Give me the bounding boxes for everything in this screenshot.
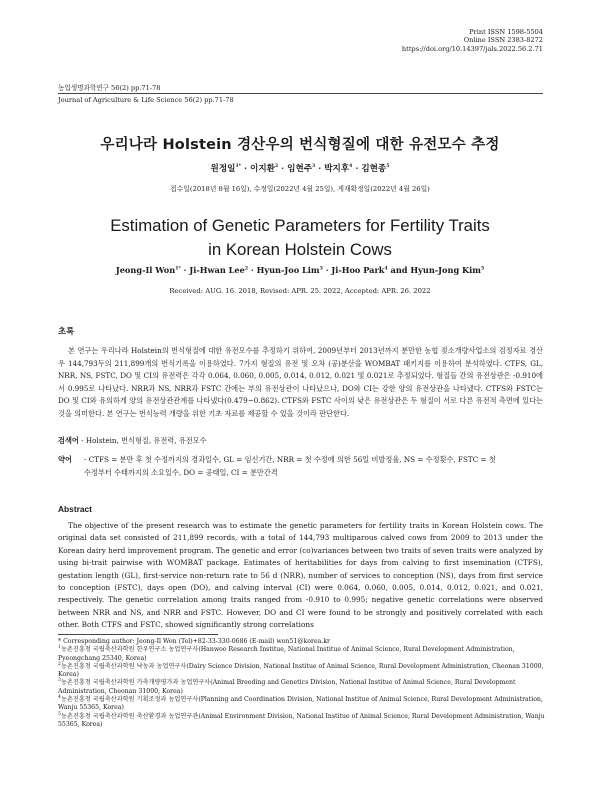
- footnote-text: 농촌진흥청 국립축산과학원 한우연구소 농업연구사(Hanwoo Research Institue, National Institue of Animal Science, Rural Development Administration, Pyeongchang 25340, Korea): [58, 646, 515, 662]
- author-affiliation-mark: 5: [480, 266, 485, 272]
- paper-title-kr: 우리나라 Holstein 경산우의 번식형질에 대한 유전모수 추정: [100, 137, 500, 153]
- footnote-mark: 2: [58, 661, 61, 667]
- author-name: 원정일: [210, 164, 236, 174]
- online-issn: Online ISSN 2383-8272: [463, 36, 543, 45]
- author-affiliation-mark: 3: [312, 164, 316, 170]
- abstract-en-heading: Abstract: [58, 504, 92, 514]
- abstract-kr-body: 본 연구는 우리나라 Holstein의 번식형질에 대한 유전모수를 추정하기 위하여, 2009년부터 2013년까지 분만한 농협 젖소개량사업소의 검정자료 경산우 144,793두의 211,899개의 번식기록을 이용하였다. 7가지 형질의 유전 및 오차 (공)분산을 WOMBAT 패키지를 이용하여 분석하였다. CTFS, GL, NRR, NS, FSTC, DO 및 CI의 유전력은 각각 0.064, 0.060, 0.005, 0.014, 0.012, 0.021 및 0.021로 추정되었다. 형질들 간의 유전상관은 -0.910에서 0.995로 나타났다. NRR과 NS, NRR과 FSTC 간에는 부의 유전상관이 나타났으나, DO와 CI는 강한 양의 유전상관을 나타냈다. CTFS와 FSTC는 DO 및 CI와 유의하게 양의 유전상관관계를 나타냈다(0.479~0.862). CTFS와 FSTC 사이의 낮은 유전상관은 두 형질이 서로 다른 유전적 측면에 있다는 것을 의미한다. 본 연구는 번식능력 개량을 위한 기초 자료를 제공할 수 있을 것이라 판단한다.: [58, 346, 543, 418]
- author-list-en: Jeong-Il Won$^{1*}$ · Ji-Hwan Lee$^2$ · Hyun-Joo Lim$^3$ · Ji-Hoo Park$^4$ and Hyun-Jong Kim$^5$: [115, 265, 485, 275]
- submission-dates-en: Received: AUG. 16. 2018, Revised: APR. 25. 2022, Accepted: APR. 26. 2022: [169, 287, 431, 295]
- abstract-en-body: The objective of the present research was to estimate the genetic parameters for fertility traits in Korean Holstein cows. The original data set consisted of 211,899 records, with a total of 144,793 multiparous calved cows from 2009 to 2013 under the Korean dairy herd improvement program. The genetic and error (co)variances between two traits of seven traits were analyzed by using bi-trait pairwise with WOMBAT package. Estimates of heritabilities for days from calving to first insemination (CTFS), gestation length (GL), first-service non-return rate to 56 d (NRR), number of services to conception (NS), days from first service to conception (FSTC), days open (DO), and calving interval (CI) were 0.064, 0.060, 0.005, 0.014, 0.012, 0.021, and 0.021, respectively. The genetic correlation among traits ranged from -0.910 to 0.995; negative genetic correlations were observed between NRR and NS, and NRR and FSTC. However, DO and CI were found to be strongly and positively correlated with each other. Both CTFS and FSTC, showed significantly strong correlations: [58, 521, 543, 630]
- footnote-item: [58, 646, 545, 663]
- paper-title-en: [0, 214, 600, 262]
- author-affiliation-mark: 5: [386, 164, 390, 170]
- footnote-text: Corresponding author: Jeong-Il Won (Tel)+82-33-330-0686 (E-mail) won51@korea.kr: [63, 638, 330, 645]
- print-issn: Print ISSN 1598-5504: [469, 28, 543, 36]
- doi-link[interactable]: https://doi.org/10.14397/jals.2022.56.2.71: [401, 44, 543, 53]
- author-affiliation-mark: 1*: [175, 266, 181, 272]
- author-affiliation-mark: 2: [274, 164, 279, 170]
- journal-name-kr: 농업생명과학연구 56(2) pp.71-78: [58, 84, 161, 92]
- submission-dates-kr: 접수일(2018년 8월 16일), 수정일(2022년 4월 25일), 게재확정일(2022년 4월 26일): [170, 185, 430, 193]
- author-name: Jeong-Il Won: [115, 265, 176, 275]
- author-affiliation-mark: 1*: [235, 164, 242, 170]
- keywords-label: 검색어: [58, 436, 79, 445]
- keywords-list: - Holstein, 번식형질, 유전력, 유전모수: [81, 436, 207, 445]
- footnote-text: 농촌진흥청 국립축산과학원 기획조정과 농업연구사(Planning and Coordination Division, National Institue of Animal Science, Rural Development Administration, Wanju 55365, Korea): [58, 696, 543, 712]
- author-affiliation-mark: 2: [244, 266, 249, 272]
- author-list-kr: 원정일$^{1*}$ · 이지환$^2$ · 임현주$^3$ · 박지후$^4$ · 김현종$^5$: [210, 164, 390, 174]
- footnote-text: 농촌진흥청 국립축산과학원 낙농과 농업연구사(Dairy Science Division, National Institue of Animal Science, Rural Development Administration, Cheonan 31000, Korea): [58, 662, 544, 679]
- footnote-mark: 1: [58, 645, 61, 651]
- author-name: 임현주: [287, 164, 313, 174]
- author-name: Ji-Hwan Lee: [189, 265, 245, 275]
- footnote-divider: [58, 634, 218, 635]
- author-name: Hyun-Jong Kim: [410, 265, 481, 275]
- abbreviations-label: 약어: [58, 455, 72, 464]
- footnotes: [58, 638, 545, 729]
- footnote-mark: *: [58, 638, 62, 645]
- author-affiliation-mark: 3: [319, 266, 323, 272]
- author-affiliation-mark: 4: [349, 164, 353, 170]
- header-divider: [58, 93, 543, 94]
- paper-title-en-line2: in Korean Holstein Cows: [208, 240, 392, 259]
- author-affiliation-mark: 4: [384, 266, 388, 272]
- journal-name-en: Journal of Agriculture & Life Science 56(2) pp.71-78: [58, 96, 234, 104]
- abbreviations-line1: - CTFS = 분만 후 첫 수정까지의 경과일수, GL = 임신기간, NRR = 첫 수정에 의한 56일 비발정율, NS = 수정횟수, FSTC = 첫: [84, 455, 496, 464]
- footnote-mark: 4: [58, 695, 61, 701]
- author-name: Ji-Hoo Park: [331, 265, 385, 275]
- footnote-item: [58, 663, 545, 680]
- abbreviations-line2: 수정부터 수태까지의 소요일수, DO = 공태일, CI = 분만간격: [84, 467, 278, 477]
- abstract-kr-heading: 초록: [58, 326, 75, 336]
- author-name: 박지후: [324, 164, 350, 174]
- footnote-item: [58, 679, 545, 696]
- keywords-kr: [58, 436, 207, 446]
- footnote-item: [58, 696, 545, 713]
- author-name: 김현종: [361, 164, 387, 174]
- abbreviations-kr: [58, 454, 543, 479]
- author-name: Hyun-Joo Lim: [256, 265, 320, 275]
- author-name: 이지환: [250, 164, 275, 174]
- paper-title-en-line1: Estimation of Genetic Parameters for Fertility Traits: [110, 216, 490, 235]
- footnote-mark: 5: [58, 711, 61, 717]
- footnote-text: 농촌진흥청 국립축산과학원 가축개량평가과 농업연구사(Animal Breeding and Genetics Division, National Institue of Animal Science, Rural Development Administration, Cheonan 31000, Korea): [58, 679, 516, 695]
- footnote-text: 농촌진흥청 국립축산과학원 축산환경과 농업연구관(Animal Environment Division, National Institue of Animal Science, Rural Development Administration, Wanju 55365, Korea): [58, 712, 545, 728]
- footnote-item: [58, 713, 545, 730]
- footnote-mark: 3: [58, 678, 61, 684]
- issn-doi-block: [402, 28, 543, 53]
- author-conjunction: and: [390, 265, 408, 275]
